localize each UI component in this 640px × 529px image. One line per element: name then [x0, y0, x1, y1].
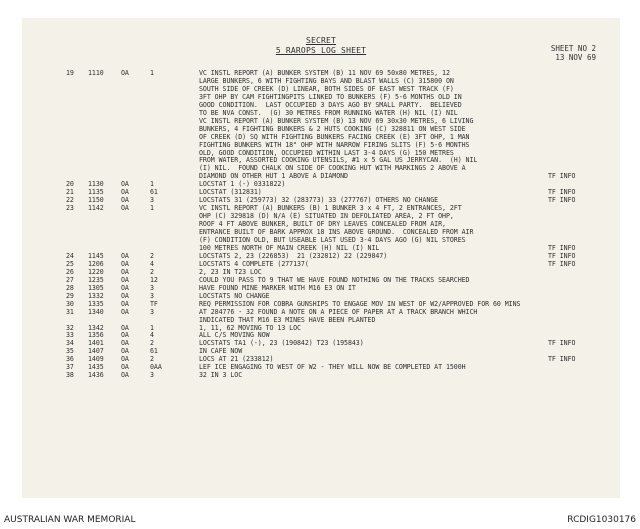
log-serial: 29 [66, 291, 74, 300]
log-action: TF INFO [548, 243, 576, 252]
log-priority: 3 [150, 283, 154, 292]
sheet-number: SHEET NO 2 [550, 44, 596, 53]
log-message: (F) CONDITION OLD, BUT USEABLE LAST USED 3-4 DAYS AGO (G) NIL STORES [199, 236, 466, 245]
log-line [22, 372, 620, 380]
log-action: TF INFO [548, 339, 576, 348]
log-serial: 27 [66, 275, 74, 284]
log-time: 1436 [88, 371, 104, 380]
log-line [22, 348, 620, 356]
log-serial: 33 [66, 331, 74, 340]
log-message: LOCSTATS NO CHANGE [199, 291, 270, 300]
log-source: OA [121, 196, 129, 205]
log-serial: 37 [66, 363, 74, 372]
log-message: IN CAFE NOW [199, 347, 243, 356]
archive-reference: RCDIG1030176 [567, 515, 636, 525]
log-source: OA [121, 69, 129, 77]
log-source: OA [121, 259, 129, 268]
log-message: AT 284776 - 32 FOUND A NOTE ON A PIECE OF PAPER AT A TRACK BRANCH WHICH [199, 307, 478, 316]
log-time: 1407 [88, 347, 104, 356]
log-message: GOOD CONDITION. LAST OCCUPIED 3 DAYS AGO BY SMALL PARTY. BELIEVED [199, 100, 462, 109]
log-message: 1, 11, 62 MOVING TO 13 LOC [199, 323, 301, 332]
log-line [22, 364, 620, 372]
log-priority: 61 [150, 347, 158, 356]
log-serial: 31 [66, 307, 74, 316]
log-priority: 0AA [150, 363, 162, 372]
log-serial: 28 [66, 283, 74, 292]
log-source: OA [121, 188, 129, 197]
log-message: (I) NIL. FOUND CHALK ON SIDE OF COOKING HUT WITH MARKINGS 2 ABOVE A [199, 164, 466, 173]
log-action: TF INFO [548, 188, 576, 197]
log-source: OA [121, 371, 129, 380]
log-serial: 21 [66, 188, 74, 197]
log-line [22, 253, 620, 261]
log-time: 1401 [88, 339, 104, 348]
log-time: 1435 [88, 363, 104, 372]
log-entries [22, 70, 620, 380]
log-message: 3FT OHP BY CAM FIGHTINGPITS LINKED TO BUNKERS (F) 5-6 MONTHS OLD IN [199, 92, 462, 101]
log-priority: 1 [150, 69, 154, 77]
log-source: OA [121, 291, 129, 300]
log-source: OA [121, 347, 129, 356]
log-message: LOCSTATS 31 (259773) 32 (283773) 33 (277767) OTHERS NO CHANGE [199, 196, 439, 205]
log-priority: 1 [150, 180, 154, 189]
log-serial: 32 [66, 323, 74, 332]
log-message: FIGHTING BUNKERS WITH 18" OHP WITH NARROW FIRING SLITS (F) 5-6 MONTHS [199, 140, 470, 149]
log-time: 1305 [88, 283, 104, 292]
log-serial: 36 [66, 355, 74, 364]
log-priority: 3 [150, 291, 154, 300]
log-message: OLD, GOOD CONDITION, OCCUPIED WITHIN LAST 3-4 DAYS (G) 150 METRES [199, 148, 454, 157]
log-time: 1340 [88, 307, 104, 316]
log-message: VC INSTL REPORT (A) BUNKER SYSTEM (B) 11 NOV 69 50x80 METRES, 12 [199, 69, 450, 77]
log-line [22, 317, 620, 325]
log-priority: 2 [150, 267, 154, 276]
log-action: TF INFO [548, 196, 576, 205]
log-message: OF CREEK (D) SQ WITH FIGHTING BUNKERS FACING CREEK (E) 3FT OHP, 1 MAN [199, 132, 470, 141]
archive-footer [0, 509, 640, 529]
log-message: BUNKERS, 4 FIGHTING BUNKERS & 2 HUTS COOKING (C) 328811 ON WEST SIDE [199, 124, 466, 133]
log-line [22, 181, 620, 189]
log-line [22, 325, 620, 333]
log-source: OA [121, 251, 129, 260]
log-source: OA [121, 204, 129, 213]
sheet-title: 5 RAROPS LOG SHEET [275, 46, 367, 55]
log-action: TF INFO [548, 172, 576, 181]
log-time: 1130 [88, 180, 104, 189]
log-action: TF INFO [548, 259, 576, 268]
log-message: LOCSTATS 2, 23 (226853) 21 (232812) 22 (229847) [199, 251, 388, 260]
log-source: OA [121, 355, 129, 364]
log-message: LOCS AT 21 (233812) [199, 355, 274, 364]
log-serial: 25 [66, 259, 74, 268]
log-source: OA [121, 323, 129, 332]
log-serial: 38 [66, 371, 74, 380]
log-time: 1206 [88, 259, 104, 268]
log-source: OA [121, 363, 129, 372]
log-priority: 2 [150, 339, 154, 348]
log-message: LOCSTATS 4 COMPLETE (277137( [199, 259, 309, 268]
log-time: 1220 [88, 267, 104, 276]
log-message: DIAMOND ON OTHER HUT 1 ABOVE A DIAMOND [199, 172, 348, 181]
log-action: TF INFO [548, 355, 576, 364]
log-line [22, 340, 620, 348]
log-message: HAVE FOUND MINE MARKER WITH M16 E3 ON IT [199, 283, 356, 292]
log-serial: 30 [66, 299, 74, 308]
log-time: 1110 [88, 69, 104, 77]
log-message: REQ PERMISSION FOR COBRA GUNSHIPS TO ENGAGE MOV IN WEST OF W2/APPROVED FOR 60 MINS [199, 299, 521, 308]
log-time: 1356 [88, 331, 104, 340]
log-source: OA [121, 180, 129, 189]
log-source: OA [121, 307, 129, 316]
log-priority: 1 [150, 323, 154, 332]
log-serial: 20 [66, 180, 74, 189]
log-message: INDICATED THAT M16 E3 MINES HAVE BEEN PLANTED [199, 315, 376, 324]
log-message: ROOF 4 FT ABOVE BUNKER, BUILT OF DRY LEAVES CONCEALED FROM AIR, [199, 220, 446, 229]
log-serial: 22 [66, 196, 74, 205]
log-message: COULD YOU PASS TO 9 THAT WE HAVE FOUND NOTHING ON THE TRACKS SEARCHED [199, 275, 470, 284]
log-serial: 34 [66, 339, 74, 348]
log-message: 32 IN 3 LOC [199, 371, 243, 380]
log-source: OA [121, 299, 129, 308]
log-message: TO BE NVA CONST. (G) 30 METRES FROM RUNNING WATER (H) NIL (I) NIL [199, 108, 458, 117]
classification-heading: SECRET [305, 36, 337, 45]
log-message: LOCSTATS TA1 (-), 23 (190842) T23 (195843) [199, 339, 364, 348]
log-message: LOCSTAT (312831) [199, 188, 262, 197]
log-message: VC INSTL REPORT (A) BUNKERS (B) 1 BUNKER 3 x 4 FT, 2 ENTRANCES, 2FT [199, 204, 462, 213]
log-message: FROM WATER, ASSORTED COOKING UTENSILS, #1 x 5 GAL US JERRYCAN. (H) NIL [199, 156, 478, 165]
log-priority: 3 [150, 307, 154, 316]
log-source: OA [121, 267, 129, 276]
log-time: 1145 [88, 251, 104, 260]
log-time: 1135 [88, 188, 104, 197]
archive-name: AUSTRALIAN WAR MEMORIAL [4, 515, 136, 525]
log-message: LOCSTAT 1 (-) 0331822) [199, 180, 286, 189]
log-line [22, 261, 620, 269]
log-priority: 12 [150, 275, 158, 284]
log-source: OA [121, 339, 129, 348]
log-message: ENTRANCE BUILT OF BARK APPROX 18 INS ABOVE GROUND. CONCEALED FROM AIR [199, 228, 474, 237]
log-priority: 1 [150, 204, 154, 213]
log-message: LEF ICE ENGAGING TO WEST OF W2 - THEY WILL NOW BE COMPLETED AT 1500H [199, 363, 466, 372]
log-priority: 3 [150, 371, 154, 380]
log-serial: 24 [66, 251, 74, 260]
log-time: 1342 [88, 323, 104, 332]
log-time: 1335 [88, 299, 104, 308]
log-action: TF INFO [548, 251, 576, 260]
log-priority: 2 [150, 355, 154, 364]
sheet-date: 13 NOV 69 [555, 53, 596, 62]
log-priority: 2 [150, 251, 154, 260]
log-priority: 61 [150, 188, 158, 197]
log-priority: 4 [150, 331, 154, 340]
log-time: 1409 [88, 355, 104, 364]
log-message: 100 METRES NORTH OF MAIN CREEK (H) NIL (I) NIL [199, 243, 380, 252]
log-message: LARGE BUNKERS, 6 WITH FIGHTING BAYS AND BLAST WALLS (C) 315800 ON [199, 76, 454, 85]
log-message: SOUTH SIDE OF CREEK (D) LINEAR, BOTH SIDES OF EAST WEST TRACK (F) [199, 84, 454, 93]
log-sheet-page [22, 18, 620, 498]
log-serial: 35 [66, 347, 74, 356]
log-source: OA [121, 331, 129, 340]
log-time: 1235 [88, 275, 104, 284]
log-time: 1142 [88, 204, 104, 213]
log-priority: TF [150, 299, 158, 308]
log-serial: 19 [66, 69, 74, 77]
log-time: 1150 [88, 196, 104, 205]
log-serial: 26 [66, 267, 74, 276]
log-line [22, 173, 620, 181]
log-priority: 4 [150, 259, 154, 268]
log-message: VC INSTL REPORT (A) BUNKER SYSTEM (B) 13 NOV 69 30x30 METRES, 6 LIVING [199, 116, 474, 125]
log-line [22, 285, 620, 293]
log-message: ALL C/S MOVING NOW [199, 331, 270, 340]
log-source: OA [121, 275, 129, 284]
log-message: OHP (C) 329818 (D) N/A (E) SITUATED IN DEFOLIATED AREA, 2 FT OHP, [199, 212, 454, 221]
log-serial: 23 [66, 204, 74, 213]
log-source: OA [121, 283, 129, 292]
log-priority: 3 [150, 196, 154, 205]
log-message: 2, 23 IN T23 LOC [199, 267, 262, 276]
log-time: 1332 [88, 291, 104, 300]
